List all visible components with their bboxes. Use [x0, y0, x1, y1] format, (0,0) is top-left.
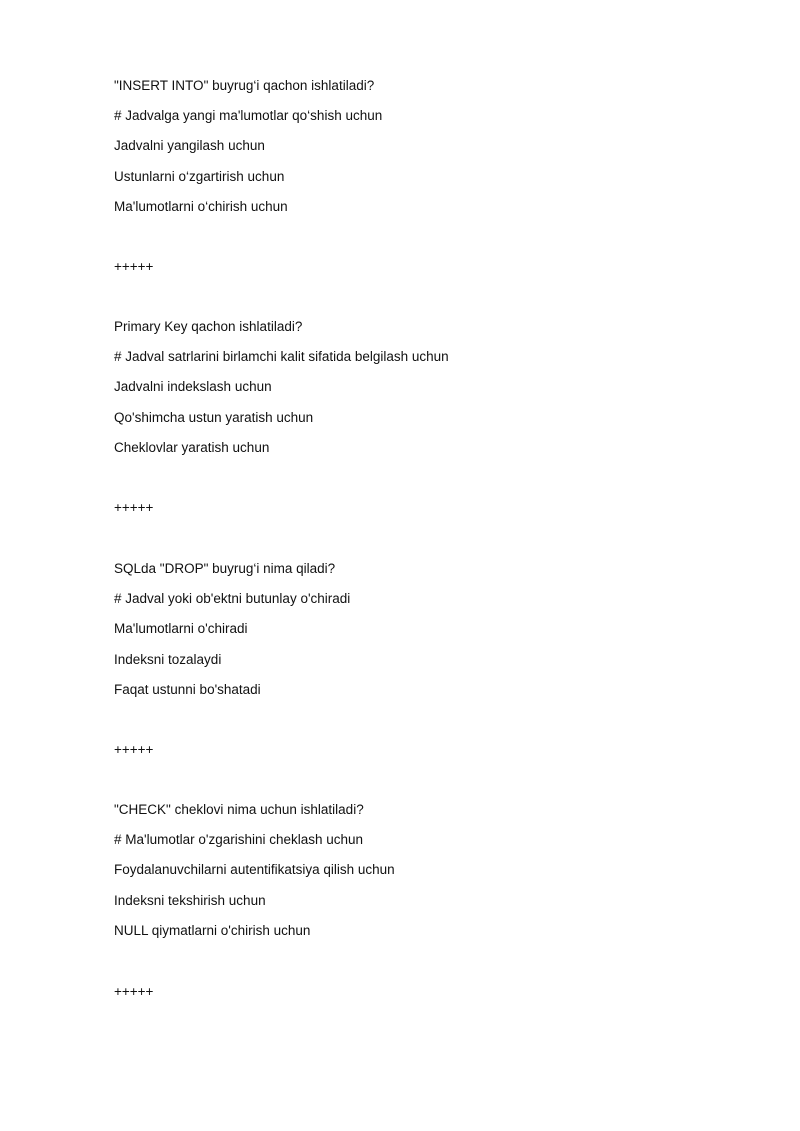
answer-option: Jadvalni yangilash uchun [114, 138, 265, 154]
answer-option: Cheklovlar yaratish uchun [114, 439, 270, 455]
question-separator: +++++ [114, 500, 154, 515]
answer-option: Ma'lumotlarni o'chiradi [114, 621, 248, 637]
question-separator: +++++ [114, 984, 154, 999]
answer-option: Indeksni tekshirish uchun [114, 892, 266, 908]
answer-option: Indeksni tozalaydi [114, 651, 222, 667]
question-text: "INSERT INTO" buyrug‘i qachon ishlatiladi? [114, 78, 375, 93]
question-block-4 [114, 802, 734, 953]
answer-option-correct: # Jadval satrlarini birlamchi kalit sifatida belgilash uchun [114, 349, 449, 365]
answer-option: Faqat ustunni bo'shatadi [114, 681, 261, 697]
answer-option-correct: # Jadval yoki ob'ektni butunlay o'chiradi [114, 591, 351, 607]
answer-option: NULL qiymatlarni o'chirish uchun [114, 922, 311, 938]
question-block-1 [114, 78, 734, 229]
answer-option: Jadvalni indekslash uchun [114, 379, 272, 395]
question-text: "CHECK" cheklovi nima uchun ishlatiladi? [114, 802, 364, 817]
question-text: SQLda "DROP" buyrug‘i nima qiladi? [114, 561, 336, 576]
question-block-2 [114, 319, 734, 470]
answer-option-correct: # Jadvalga yangi ma'lumotlar qo‘shish uchun [114, 108, 383, 124]
answer-option: Ustunlarni o‘zgartirish uchun [114, 168, 285, 184]
answer-option: Foydalanuvchilarni autentifikatsiya qilish uchun [114, 862, 395, 878]
question-text: Primary Key qachon ishlatiladi? [114, 319, 303, 334]
question-separator: +++++ [114, 742, 154, 757]
answer-option: Qo'shimcha ustun yaratish uchun [114, 409, 314, 425]
answer-option-correct: # Ma'lumotlar o'zgarishini cheklash uchun [114, 832, 364, 848]
question-separator: +++++ [114, 259, 154, 274]
answer-option: Ma'lumotlarni o‘chirish uchun [114, 198, 288, 214]
question-block-3 [114, 561, 734, 712]
